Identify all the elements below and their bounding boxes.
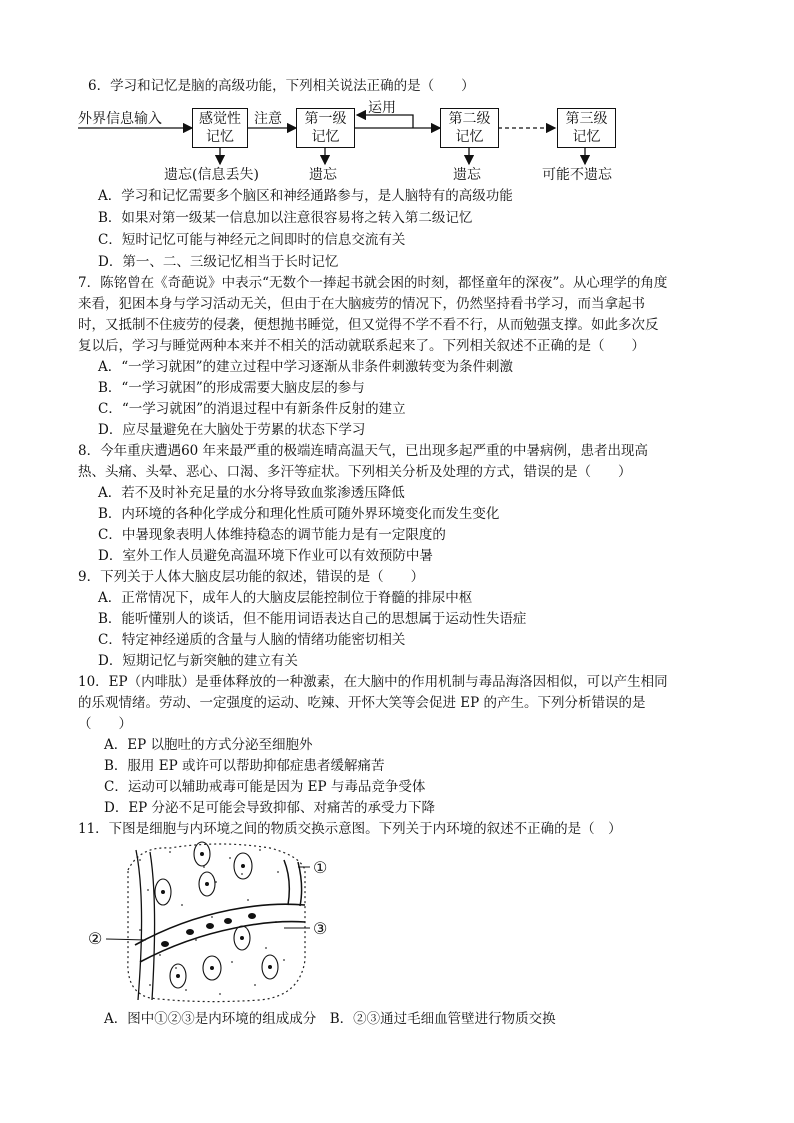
sensory-memory-line1: 感觉性 (199, 111, 241, 127)
q6-option-c: C．短时记忆可能与神经元之间即时的信息交流有关 (98, 232, 406, 248)
q7-option-b: B．“一学习就困”的形成需要大脑皮层的参与 (98, 380, 365, 396)
maybe-not-forget-label: 可能不遗忘 (542, 167, 612, 183)
q9-option-b: B．能听懂别人的谈话，但不能用词语表达自己的思想属于运动性失语症 (98, 611, 527, 627)
q9-option-d: D．短期记忆与新突触的建立有关 (98, 653, 298, 669)
q7-option-a: A．“一学习就困”的建立过程中学习逐渐从非条件刺激转变为条件刺激 (98, 359, 514, 375)
q10-stem-line2: 的乐观情绪。劳动、一定强度的运动、吃辣、开怀大笑等会促进 EP 的产生。下列分析错误的是 (78, 695, 646, 711)
q8-option-d: D．室外工作人员避免高温环境下作业可以有效预防中暑 (98, 548, 433, 564)
q11-stem: 11．下图是细胞与内环境之间的物质交换示意图。下列关于内环境的叙述不正确的是（ ） (78, 821, 622, 837)
forget-label-2: 遗忘 (453, 167, 481, 183)
q10-option-a: A．EP 以胞吐的方式分泌至细胞外 (104, 737, 313, 753)
q7-stem-line1: 7．陈铭曾在《奇葩说》中表示“无数个一捧起书就会困的时刻，都怪童年的深夜”。从心理学的角度 (78, 275, 668, 291)
q6-option-d: D．第一、二、三级记忆相当于长时记忆 (98, 254, 339, 270)
label-1: ① (313, 858, 328, 877)
q6-option-b: B．如果对第一级某一信息加以注意很容易将之转入第二级记忆 (98, 210, 473, 226)
q10-option-b: B．服用 EP 或许可以帮助抑郁症患者缓解痛苦 (104, 758, 385, 774)
label-2: ② (88, 929, 103, 948)
q6-option-a: A．学习和记忆需要多个脑区和神经通路参与，是人脑特有的高级功能 (98, 188, 513, 204)
second-memory-line1: 第二级 (448, 111, 491, 127)
q7-stem-line4: 复以后，学习与睡觉两种本来并不相关的活动就联系起来了。下列相关叙述不正确的是（ ） (78, 338, 645, 354)
first-memory-line1: 第一级 (304, 111, 347, 127)
q7-option-c: C．“一学习就困”的消退过程中有新条件反射的建立 (98, 401, 406, 417)
q9-option-c: C．特定神经递质的含量与人脑的情绪功能密切相关 (98, 632, 406, 648)
attention-label: 注意 (254, 111, 282, 127)
forget-label-1: 遗忘 (309, 167, 337, 183)
q8-stem-line1: 8．今年重庆遭遇60 年来最严重的极端连晴高温天气，已出现多起严重的中暑病例，患者出现高 (78, 443, 649, 459)
q7-option-d: D．应尽量避免在大脑处于劳累的状态下学习 (98, 422, 366, 438)
second-memory-line2: 记忆 (455, 129, 484, 145)
q10-stem-line3: （ ） (78, 716, 132, 732)
third-memory-line1: 第三级 (565, 111, 608, 127)
third-memory-line2: 记忆 (572, 129, 601, 145)
input-label: 外界信息输入 (78, 111, 162, 127)
q8-option-b: B．内环境的各种化学成分和理化性质可随外界环境变化而发生变化 (98, 506, 500, 522)
q6-stem: 6．学习和记忆是脑的高级功能，下列相关说法正确的是（ ） (88, 78, 475, 94)
q10-option-d: D．EP 分泌不足可能会导致抑郁、对痛苦的承受力下降 (104, 800, 436, 816)
q11-options-ab: A．图中①②③是内环境的组成成分 B．②③通过毛细血管壁进行物质交换 (104, 1011, 556, 1027)
q8-option-c: C．中暑现象表明人体维持稳态的调节能力是有一定限度的 (98, 527, 446, 543)
q10-option-c: C．运动可以辅助戒毒可能是因为 EP 与毒品竞争受体 (104, 779, 426, 795)
q7-stem-line2: 来看，犯困本身与学习活动无关，但由于在大脑疲劳的情况下，仍然坚持看书学习，而当拿起书 (78, 296, 645, 312)
q7-stem-line3: 时，又抵制不住疲劳的侵袭，便想抛书睡觉，但又觉得不学不看不行，从而勉强支撑。如此多次反 (78, 317, 659, 333)
first-memory-line2: 记忆 (311, 129, 340, 145)
q8-stem-line2: 热、头痛、头晕、恶心、口渴、多汗等症状。下列相关分析及处理的方式，错误的是（ ） (78, 464, 632, 480)
sensory-memory-line2: 记忆 (206, 129, 234, 145)
use-label: 运用 (368, 100, 396, 116)
q10-stem-line1: 10．EP（内啡肽）是垂体释放的一种激素，在大脑中的作用机制与毒品海洛因相似，可以产生相同 (78, 674, 668, 690)
label-3: ③ (313, 919, 328, 938)
q8-option-a: A．若不及时补充足量的水分将导致血浆渗透压降低 (98, 485, 405, 501)
forget-info-loss-label: 遗忘(信息丢失) (164, 167, 259, 183)
q9-stem: 9．下列关于人体大脑皮层功能的叙述，错误的是（ ） (78, 569, 425, 585)
q9-option-a: A．正常情况下，成年人的大脑皮层能控制位于脊髓的排尿中枢 (98, 590, 473, 606)
